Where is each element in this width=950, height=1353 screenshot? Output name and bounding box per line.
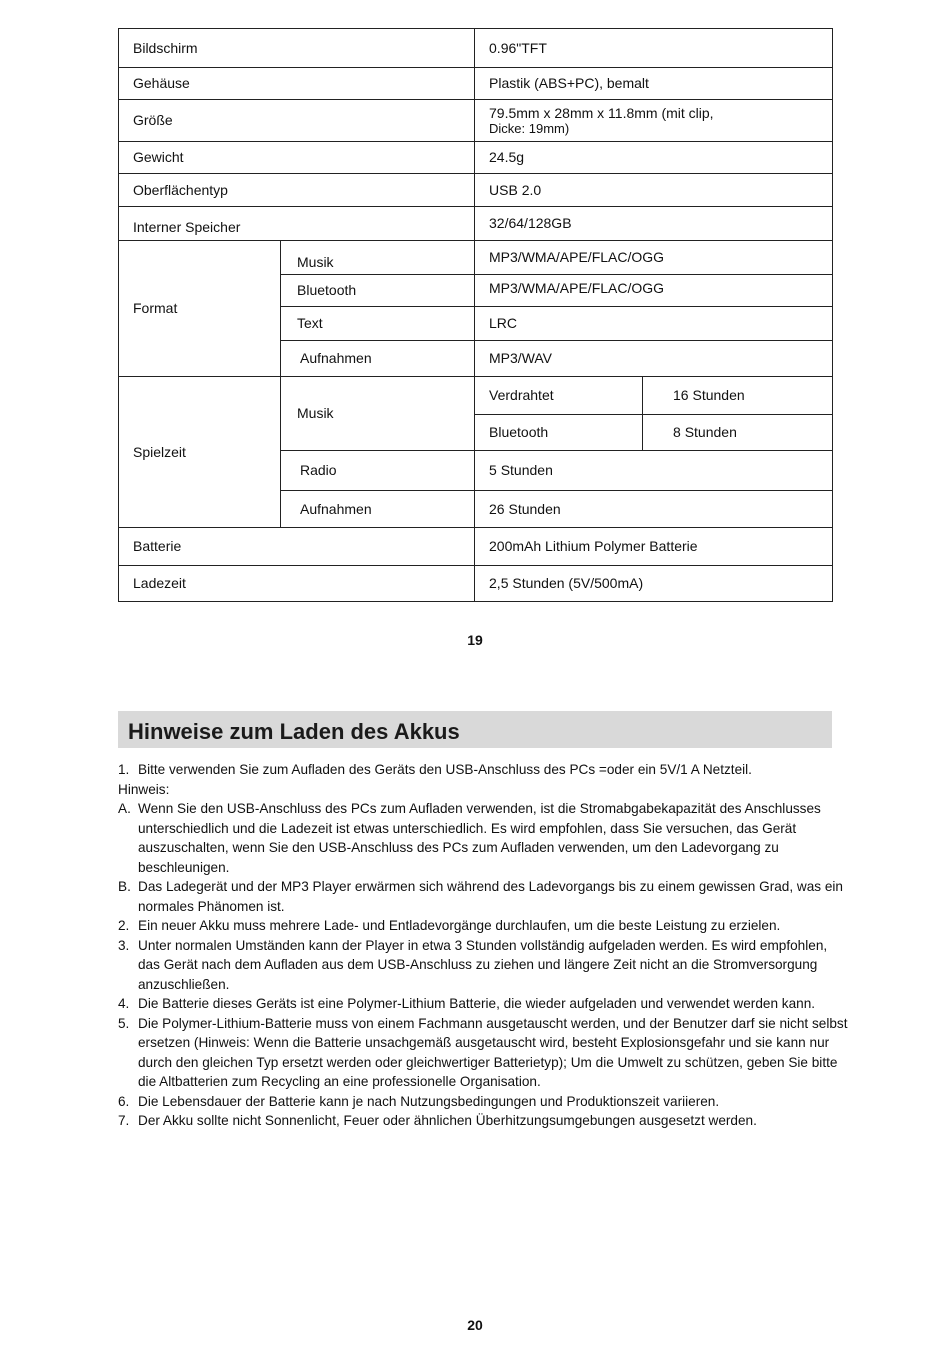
spielzeit-aufnahmen-value: 26 Stunden: [475, 491, 833, 528]
spec-label-bildschirm: Bildschirm: [119, 29, 475, 68]
list-item: [118, 1092, 850, 1112]
spec-label-groesse: Größe: [119, 100, 475, 142]
list-text: Bitte verwenden Sie zum Aufladen des Geräts den USB-Anschluss des PCs =oder ein 5V/1 A Netzteil.: [138, 762, 752, 777]
spec-label-speicher: Interner Speicher: [119, 207, 475, 241]
spielzeit-aufnahmen-label: Aufnahmen: [281, 491, 475, 528]
spec-value-gehaeuse: Plastik (ABS+PC), bemalt: [475, 68, 833, 100]
list-marker: B.: [118, 879, 131, 894]
spec-value-ladezeit: 2,5 Stunden (5V/500mA): [475, 566, 833, 602]
table-row: [119, 174, 833, 207]
format-musik-value: MP3/WMA/APE/FLAC/OGG: [475, 241, 833, 275]
spec-label-oberflaeche: Oberflächentyp: [119, 174, 475, 207]
list-item: [118, 936, 850, 995]
list-item: [118, 916, 850, 936]
table-row: [119, 68, 833, 100]
list-text: Ein neuer Akku muss mehrere Lade- und Entladevorgänge durchlaufen, um die beste Leistung zu erzielen.: [138, 918, 781, 933]
notes-list: [118, 760, 850, 1131]
list-marker: 4.: [118, 996, 130, 1011]
page-number: 19: [467, 632, 483, 648]
list-item: [118, 760, 850, 780]
list-text: Die Batterie dieses Geräts ist eine Polymer-Lithium Batterie, die wieder aufgeladen und verwendet werden kann.: [138, 996, 816, 1011]
spec-value-bildschirm: 0.96"TFT: [475, 29, 833, 68]
spielzeit-musik-label: Musik: [281, 377, 475, 451]
table-row: [119, 241, 833, 275]
spec-value-speicher: 32/64/128GB: [475, 207, 833, 241]
page-number: 20: [467, 1317, 483, 1333]
table-row: [119, 528, 833, 566]
spec-value-batterie: 200mAh Lithium Polymer Batterie: [475, 528, 833, 566]
section-title: Hinweise zum Laden des Akkus: [118, 711, 832, 748]
groesse-value-line2: Dicke: 19mm): [489, 120, 570, 136]
spec-table: [118, 28, 833, 602]
spielzeit-verdrahtet-label: Verdrahtet: [475, 377, 643, 415]
spec-label-format: Format: [119, 241, 281, 377]
list-text: Das Ladegerät und der MP3 Player erwärmen sich während des Ladevorgangs bis zu einem gewissen Grad, was ein normales Phänomen ist.: [138, 879, 843, 914]
spec-label-ladezeit: Ladezeit: [119, 566, 475, 602]
format-bluetooth-label: Bluetooth: [281, 275, 475, 307]
table-row: [119, 207, 833, 241]
list-item: [118, 1014, 850, 1092]
list-marker: 7.: [118, 1113, 130, 1128]
spec-value-oberflaeche: USB 2.0: [475, 174, 833, 207]
spec-value-groesse: [475, 100, 833, 142]
spielzeit-bluetooth-value: 8 Stunden: [643, 415, 833, 451]
spec-label-gehaeuse: Gehäuse: [119, 68, 475, 100]
spec-label-spielzeit: Spielzeit: [119, 377, 281, 528]
list-text: Der Akku sollte nicht Sonnenlicht, Feuer oder ähnlichen Überhitzungsumgebungen ausgesetzt werden.: [138, 1113, 757, 1128]
spielzeit-bluetooth-label: Bluetooth: [475, 415, 643, 451]
table-row: [119, 377, 833, 415]
list-marker: 5.: [118, 1015, 130, 1031]
format-aufnahmen-label: Aufnahmen: [281, 341, 475, 377]
list-text: Die Polymer-Lithium-Batterie muss von einem Fachmann ausgetauscht werden, und der Benutzer darf sie nicht selbst ersetzen (Hinweis: Wenn die Batterie unsachgemäß ausgetauscht wird, besteht Explosionsgefahr und sie kann nur durch den gleichen Typ ersetzt werden oder gleichwertiger Batterietyp); Um die Umwelt zu schützen, geben Sie bitte die Altbatterien zum Recycling an eine professionelle Organisation.: [138, 1015, 848, 1089]
list-text: Die Lebensdauer der Batterie kann je nach Nutzungsbedingungen und Produktionszeit variieren.: [138, 1093, 720, 1109]
list-marker: A.: [118, 801, 131, 816]
list-marker: 1.: [118, 762, 130, 777]
format-text-label: Text: [281, 307, 475, 341]
spielzeit-radio-value: 5 Stunden: [475, 451, 833, 491]
list-text: Unter normalen Umständen kann der Player in etwa 3 Stunden vollständig aufgeladen werden. Es wird empfohlen, das Gerät nach dem Aufladen aus dem USB-Anschluss zu ziehen und längere Zeit nicht an die Stromversorgung anzuschließen.: [138, 937, 828, 992]
spielzeit-radio-label: Radio: [281, 451, 475, 491]
list-item: [118, 994, 850, 1014]
list-item: [118, 1111, 850, 1131]
list-marker: 3.: [118, 937, 130, 953]
list-item: [118, 877, 850, 916]
table-row: [119, 142, 833, 174]
list-item: [118, 799, 850, 877]
list-text: Wenn Sie den USB-Anschluss des PCs zum Aufladen verwenden, ist die Stromabgabekapazität des Anschlusses unterschiedlich und die Ladezeit ist etwas unterschiedlich. Es wird empfohlen, dass Sie versuchen, das Gerät auszuschalten, wenn Sie den USB-Anschluss des PCs zum Aufladen verwenden, um den Ladevorgang zu beschleunigen.: [138, 801, 821, 875]
table-row: [119, 100, 833, 142]
format-text-value: LRC: [475, 307, 833, 341]
list-marker: 2.: [118, 918, 130, 933]
spec-label-batterie: Batterie: [119, 528, 475, 566]
hinweis-label: Hinweis:: [118, 781, 170, 797]
list-marker: 6.: [118, 1093, 130, 1109]
table-row: [119, 566, 833, 602]
format-aufnahmen-value: MP3/WAV: [475, 341, 833, 377]
table-row: [119, 29, 833, 68]
spec-label-gewicht: Gewicht: [119, 142, 475, 174]
format-musik-label: Musik: [281, 241, 475, 275]
format-bluetooth-value: MP3/WMA/APE/FLAC/OGG: [475, 275, 833, 307]
spec-value-gewicht: 24.5g: [475, 142, 833, 174]
spielzeit-verdrahtet-value: 16 Stunden: [643, 377, 833, 415]
groesse-value-line1: 79.5mm x 28mm x 11.8mm (mit clip,: [489, 104, 714, 121]
